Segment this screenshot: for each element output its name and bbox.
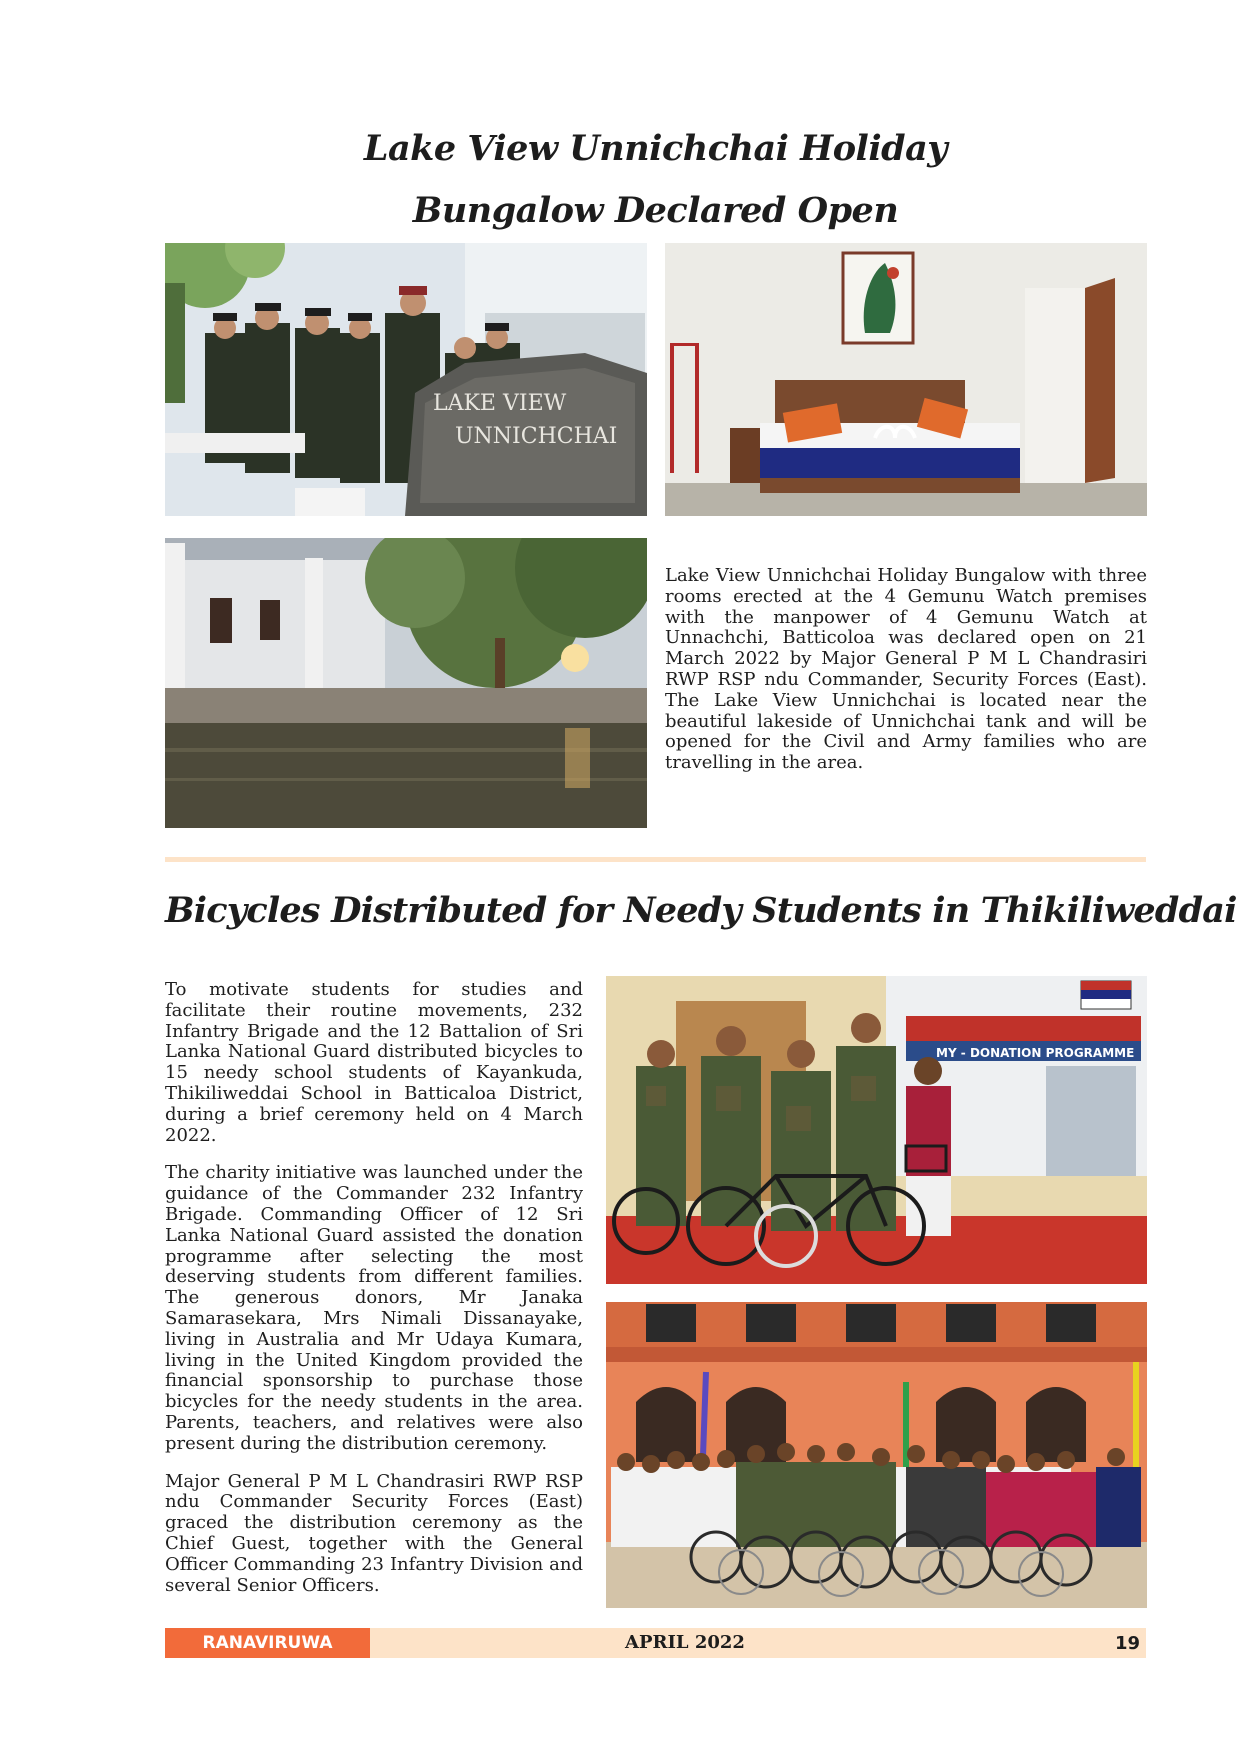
footer-date: APRIL 2022 bbox=[625, 1632, 745, 1653]
footer-brand: RANAVIRUWA bbox=[165, 1628, 370, 1658]
banner-text: MY - DONATION PROGRAMME bbox=[936, 1046, 1135, 1060]
article1-title bbox=[165, 118, 1146, 242]
plaque-text-line1: LAKE VIEW bbox=[433, 391, 567, 416]
article1-body: Lake View Unnichchai Holiday Bungalow with three rooms erected at the 4 Gemunu Watch premises with the manpower of 4 Gemunu Watch at Unnachchi, Batticoloa was declared open on 21 March 2022 by Major General P M L Chandrasiri RWP RSP ndu Commander, Security Forces (East). The Lake View Unnichchai is located near the beautiful lakeside of Unnichchai tank and will be opened for the Civil and Army families who are travelling in the area. bbox=[665, 565, 1147, 774]
article2-paragraph-3: Major General P M L Chandrasiri RWP RSP ndu Commander Security Forces (East) graced the distribution ceremony as the Chief Guest, together with the General Officer Commanding 23 Infantry Division and several Senior Officers. bbox=[165, 1470, 583, 1596]
photo-officers-unveiling-plaque bbox=[165, 243, 647, 516]
article2-body bbox=[165, 980, 583, 1613]
plaque-text-line2: UNNICHCHAI bbox=[455, 424, 618, 449]
section-divider bbox=[165, 857, 1146, 862]
article2-paragraph-1: To motivate students for studies and facilitate their routine movements, 232 Infantry Brigade and the 12 Battalion of Sri Lanka National Guard distributed bicycles to 15 needy school students of Kayankuda, Thikiliweddai School in Batticaloa District, during a brief ceremony held on 4 March 2022. bbox=[165, 979, 583, 1146]
photo-bungalow-bedroom bbox=[665, 243, 1147, 516]
article2-paragraph-2: The charity initiative was launched under the guidance of the Commander 232 Infantry Brigade. Commanding Officer of 12 Sri Lanka National Guard assisted the donation programme after selecting the most deserving students from different families. The generous donors, Mr Janaka Samarasekara, Mrs Nimali Dissanayake, living in Australia and Mr Udaya Kumara, living in the United Kingdom provided the financial sponsorship to purchase those bicycles for the needy students in the area. Parents, teachers, and relatives were also present during the distribution ceremony. bbox=[165, 1162, 583, 1454]
article1-title-line1: Lake View Unnichchai Holiday bbox=[363, 128, 948, 169]
article2-title: Bicycles Distributed for Needy Students in Thikiliweddai bbox=[165, 890, 1237, 931]
article1-title-line2: Bungalow Declared Open bbox=[412, 190, 899, 231]
photo-bicycle-handover bbox=[606, 976, 1147, 1284]
page-number: 19 bbox=[1114, 1633, 1140, 1654]
photo-bungalow-lakeside bbox=[165, 538, 647, 828]
photo-group-with-bicycles bbox=[606, 1302, 1147, 1608]
